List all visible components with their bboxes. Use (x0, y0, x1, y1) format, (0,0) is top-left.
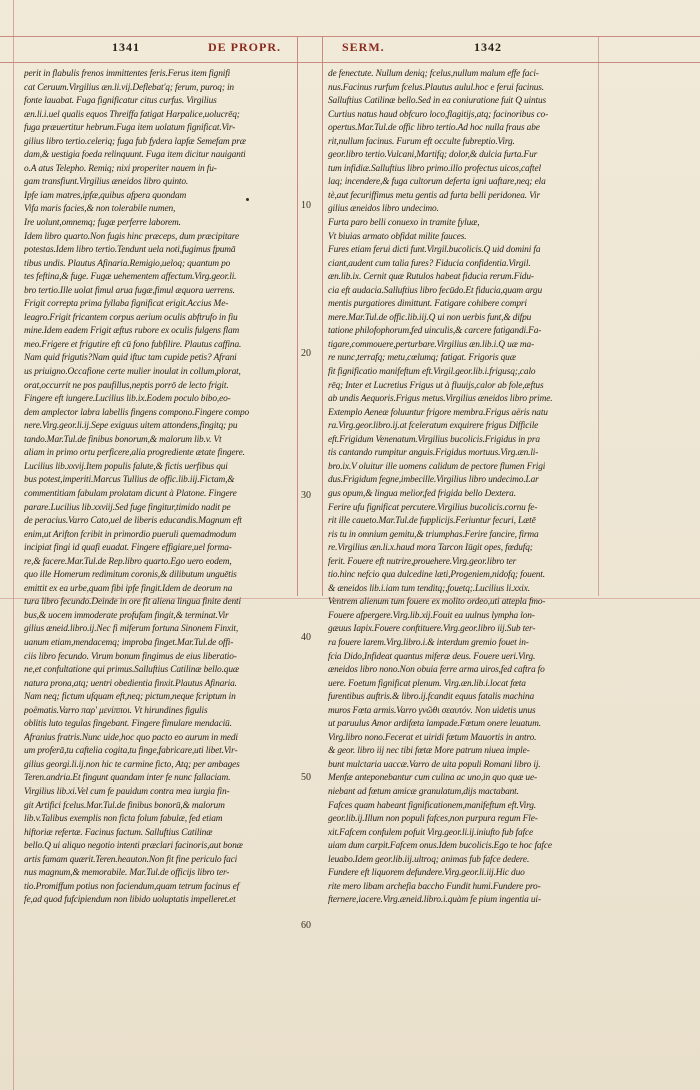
text-line: Teren.andria.Et fingunt quandam inter fe nunc fallaciam. (24, 773, 231, 784)
text-line: æneidos libro nono.Non obuia ferre arma uiros,fed caftra fo (328, 665, 545, 676)
text-line: re nunc,terrafq; metu,cœlumq; fatigat. Frigoris quæ (328, 353, 516, 364)
text-line: opertus.Mar.Tul.de offic libro tertio.Ad hoc nulla fraus abe (328, 123, 540, 134)
text-line: Fures etiam ferui dicti funt.Virgil.bucolicis.Q uid domini fa (328, 245, 541, 256)
text-line: eft.Frigidum Venenatum.Virgilius bucolicis.Frigidus in pra (328, 434, 540, 445)
text-line: re.Virgilius æn.li.x.haud mora Tarcon Iūgit opes, fœdufq; (328, 543, 533, 554)
line-number: 10 (301, 200, 311, 211)
text-line: & geor. libro iij nec tibi fœtæ More patrum niuea imple- (328, 746, 530, 757)
text-line: fonte lauabat. Fuga fignificatur citus curfus. Virgilius (24, 96, 217, 107)
text-line: us priuigno.Occafione certe mulier inoulat in collum,plorat, (24, 367, 241, 378)
text-line: tura libro fecundo.Deinde in ore fit aliena lingua finite denti (24, 597, 241, 608)
text-line: artis famam quærit.Teren.heauton.Non fit fine periculo faci (24, 854, 238, 865)
text-line: aliam in primo ortu perficere,alia progrediente ætate fingere. (24, 448, 245, 459)
text-line: bus potest,imperiti.Marcus Tullius de offic.lib.iij.Fictam,& (24, 475, 235, 486)
text-line: dem amplector labra labellis fingens compono.Fingere compo (24, 407, 250, 418)
text-line: rit,nullum facinus. Furum eft occulte fubreptio.Virg. (328, 136, 515, 147)
text-line: enim,ut Arifton fcribit in primordio pueruli quemadmodum (24, 529, 237, 540)
text-line: dus.Frigidum fegne,imbecille.Virgilius libro undecimo.Lar (328, 475, 539, 486)
line-number: 60 (301, 920, 311, 931)
text-line: Curtius natus haud obfcuro loco,flagitijs,atq; facinoribus co- (328, 109, 549, 120)
text-line: um proferā,tu caftelia cogita,tu finge,fabricare,uti libet.Vir- (24, 746, 238, 757)
text-line: commentitiam fabulam prolatam dicunt à Platone. Fingere (24, 488, 237, 499)
text-line: ut paruulus Amor ardifœta lampade.Fœtum onere leuatum. (328, 719, 541, 730)
text-line: gilius libro tertio.celeriq; fuga fub fydera lapfæ Semefam præ (24, 136, 246, 147)
text-line: rēq; Inter et Lucretius Frigus ut à fluuijs,calor ab fole,æftus (328, 380, 544, 391)
text-line: fternere,iacere.Virg.æneid.libro.i.quàm fe pium ingentia ui- (328, 895, 541, 906)
text-line: geor.lib.ij.Illum non populi fafces,non purpura regum Fle- (328, 814, 538, 825)
text-line: Virg.libro nono.Fecerat et uiridi fœtum Mauortis in antro. (328, 732, 537, 743)
text-line: gam transfiunt.Virgilius æneidos libro quinto. (24, 177, 189, 188)
text-line: gilius georgi.li.ij.non hic te carmine ficto, Atq; per ambages (24, 759, 240, 770)
text-line: cia eft audacia.Salluftius libro fecūdo.Et fiducia,quam argu (328, 285, 542, 296)
text-line: tibus undis. Plautus Afinaria.Remigio,ueloq; quantum po (24, 258, 231, 269)
line-number: 20 (301, 348, 311, 359)
text-line: nere.Virg.geor.li.ij.Sepe exiguus uitem attondens,fingitq; pu (24, 421, 238, 432)
text-line: tes feftina,& fuge. Fugæ uehementem affectum.Virg.geor.li. (24, 272, 237, 283)
text-line: Extemplo Aeneæ foluuntur frigore membra.Frigus aëris natu (328, 407, 548, 418)
right-text-column (328, 68, 596, 908)
left-margin-rule (13, 0, 14, 1090)
text-line: de fenectute. Nullum deniq; fcelus,nullum malum effe faci- (328, 69, 539, 79)
text-line: tis cantando rumpitur anguis.Frigidus mortuus.Virg.æn.li- (328, 448, 539, 459)
text-line: parare.Lucilius lib.xxviij.Sed fuge fingitur,timido nadit pe (24, 502, 231, 513)
text-line: Fundere eft liquorem defundere.Virg.geor.li.iij.Hic duo (328, 868, 525, 879)
text-line: lib.v.Talibus exemplis non ficta folum fabulæ, fed etiam (24, 814, 223, 825)
text-line: gilius æneidos libro undecimo. (328, 204, 439, 215)
gutter-right-rule (322, 36, 323, 596)
running-title: DE PROPR. (208, 40, 281, 54)
text-line: Vifa maris facies,& non tolerabile numen, (24, 204, 176, 215)
text-line: tatione philofophorum,fed uinculis,& carcere fatigandi.Fa- (328, 326, 542, 337)
text-line: gus opum,& lingua melior,fed frigida bello Dextera. (328, 488, 516, 499)
text-line: Idem libro quarto.Non fugis hinc præceps, dum præcipitare (24, 231, 239, 242)
text-line: uanum etiam,mendacemq; improba finget.Mar.Tul.de offi- (24, 637, 234, 648)
text-line: uere. Foetum fignificat plenum. Virg.æn.lib.i.locat fœta (328, 678, 526, 689)
left-text-column (24, 68, 294, 908)
text-line: uiam dum carpit.Fafcem onus.Idem bucolicis.Ego te hoc fafce (328, 841, 552, 852)
text-line: tigare,commouere,perturbare.Virgilius æn.lib.i.Q uæ ma- (328, 339, 535, 350)
text-line: Fafces quam habeant fignificationem,manifeftum eft.Virg. (328, 800, 536, 811)
text-line: Ventrem alienum tum fouere ex molito ordeo,uti attepla fmo- (328, 597, 546, 608)
text-line: fuga præuertitur hebrum.Fuga item uolatum fignificat.Vir- (24, 123, 236, 134)
text-line: quo ille Homerum redimitum coronis,& dilibutum unguētis (24, 570, 237, 581)
text-line: fit fignificatio manifeftum eft.Virgil.geor.lib.i.frigusq;,calo (328, 367, 536, 378)
text-line: natura prona,atq; uentri obedientia finxit.Plautus Afinaria. (24, 678, 237, 689)
text-line: rite mero libam archefia baccho Fundit humi.Fundere pro- (328, 881, 541, 892)
text-line: Salluftius Catilinæ bello.Sed in ea coniuratione fuit Q uintus (328, 96, 547, 107)
text-line: emittit ex ea urbe,quam fibi ipfe fingit.Idem de deorum na (24, 583, 233, 594)
text-line: tando.Mar.Tul.de finibus bonorum,& malorum lib.v. Vt (24, 434, 222, 445)
text-line: poëmatis.Varro παρ' μενίπποι. Vt hirundines figulis (24, 705, 208, 716)
text-line: fcia Dido,Infideat quantus miferæ deus. Fouere ueri.Virg. (328, 651, 536, 662)
header-bottom-rule (0, 62, 700, 63)
text-line: ra fouere larem.Virg.libro.i.& interdum gremio fouet in- (328, 637, 529, 648)
text-line: Nam quid frigutis?Nam quid iftuc tam cupide petis? Afrani (24, 353, 237, 364)
text-line: bro tertio.Ille uolat fimul arua fugæ,fimul æquora uerrens. (24, 285, 235, 296)
running-section: SERM. (342, 40, 385, 54)
text-line: gilius æneid.libro.ij.Nec fi miferum fortuna Sinonem Finxit, (24, 624, 239, 635)
text-line: leagro.Frigit fricantem corpus aerium oculis abftrufo in fiu (24, 312, 238, 323)
text-line: laq; incendere,& fuga cultorum deferta igni uaftare,neq; ela (328, 177, 546, 188)
text-line: tum infidiæ.Salluftius libro primo.illo profectus uicos,caftel (328, 163, 541, 174)
text-line: ferit. Fouere eft nutrire,prouehere.Virg.geor.libro ter (328, 556, 517, 567)
text-line: Furta paro belli conuexo in tramite fyluæ, (328, 218, 480, 229)
line-number: 30 (301, 490, 311, 501)
text-line: ab undis Aequoris.Frigus metus.Virgilius æneidos libro prime. (328, 394, 553, 405)
text-line: æn.li.i.uel qualis equos Threiffa fatigat Harpalice,uolucrēq; (24, 109, 240, 120)
text-line: bus,& uocem immoderate profufam fingit,& terminat.Vir (24, 610, 229, 621)
text-line: tio.Promiffum potius non faciendum,quam tetrum facinus ef (24, 881, 240, 892)
line-number: 50 (301, 772, 311, 783)
text-line: & æneidos lib.i.iam tum tenditq;,fouetq;.Lucilius li.xxix. (328, 583, 530, 594)
text-line: rit ille caueto.Mar.Tul.de fupplicijs.Feriuntur fecuri, Lætē (328, 516, 536, 527)
text-line: mine.Idem eadem Frigit æftus rubore ex oculis fulgens flam (24, 326, 240, 337)
text-line: Afranius fratris.Nunc uide,hoc quo pacto eo aurum in medi (24, 732, 238, 743)
text-line: dam,& uestigia foeda relinquunt. Fuga item dicitur nauiganti (24, 150, 246, 161)
text-line: Fouere afpergere.Virg.lib.xij.Fouit ea uulnus lympha lon- (328, 610, 535, 621)
right-page-number: 1342 (474, 40, 502, 54)
text-line: ris tu in omnium gemitu,& triumphas.Ferire fancire, firma (328, 529, 539, 540)
text-line: oblitis luto tegulas fingebant. Fingere fimulare mendaciū. (24, 719, 232, 730)
text-line: Menfæ anteponebantur cum culina ac uno,in quo quæ ue- (328, 773, 537, 784)
margin-dot-marker (246, 198, 249, 201)
text-line: æn.lib.ix. Cernit quæ Rutulos habeat fiducia rerum.Fidu- (328, 272, 534, 283)
text-line: orat,occurrit ne pos paufillus,neptis porrō de lecto frigit. (24, 380, 229, 391)
text-line: Ferire ufu fignificat percutere.Virgilius bucolicis.cornu fe- (328, 502, 538, 513)
header-top-rule (0, 36, 700, 37)
text-line: tio.hinc nefcio qua dulcedine læti,Progeniem,nidofq; fouent. (328, 570, 545, 581)
text-line: potestas.Idem libro tertio.Tendunt uela noti,fugimus fpumā (24, 245, 236, 256)
text-line: git Artifici fcelus.Mar.Tul.de finibus bonorū,& malorum (24, 800, 225, 811)
text-line: furentibus auftris.& libro.ij.fcandit equus fatalis machina (328, 692, 535, 703)
text-line: tè,aut fecuriffimus metu gentis ad furta belli peridonea. Vir (328, 190, 541, 201)
text-line: perit in flabulis frenos immittentes feris.Ferus item fignifi (24, 69, 231, 79)
text-line: re,& facere.Mar.Tul.de Rep.libro quarto.Ego uero eodem, (24, 556, 232, 567)
text-line: cat Ceruum.Virgilius æn.li.vij.Deflebat'q; ferum, puroq; in (24, 82, 234, 93)
left-page-number: 1341 (112, 40, 140, 54)
text-line: bunt mulctaria uaccæ.Varro de uita populi Romani libro ij. (328, 759, 541, 770)
text-line: Fingere eft iungere.Lucilius lib.ix.Eodem poculo bibo,eo- (24, 394, 231, 405)
text-line: mere.Mar.Tul.de offic.lib.iij.Q ui non uerbis funt,& difpu (328, 312, 532, 323)
line-number: 40 (301, 632, 311, 643)
right-margin-rule (598, 36, 599, 596)
text-line: Ire uolunt,omnemq; fugæ perferre laborem. (24, 218, 181, 229)
text-line: bro.ix.V oluitur ille uomens calidum de pectore flumen Frigi (328, 461, 546, 472)
text-line: niebant ad fœtum amicæ granulatum,dijs mactabant. (328, 786, 519, 797)
text-line: Frigit correpta prima fyllaba fignificat erigit.Accius Me- (24, 299, 229, 310)
text-line: Vt biuias armato obfidat milite fauces. (328, 231, 467, 242)
text-line: meo.Frigere et frigutire eft cū fono fubfilire. Plautus caffina. (24, 339, 242, 350)
text-line: Virgilius lib.xi.Vel cum fe pauidum contra mea iurgia fin- (24, 786, 230, 797)
text-line: nus magnum,& memorabile. Mar.Tul.de officijs libro ter- (24, 868, 230, 879)
text-line: ne,et confultatione qui primus.Salluftius Catilinæ bello.quæ (24, 665, 239, 676)
text-line: leuabo.Idem geor.lib.iij.ultroq; animas fub fafce dedere. (328, 854, 530, 865)
text-line: gæuus Iapix.Fouere conftituere.Virg.geor.libro iij.Sub ter- (328, 624, 536, 635)
text-line: o.A atus Telepho. Remiq; nixi properiter nauem in fu- (24, 163, 217, 174)
text-line: de peracius.Varro Cato,uel de liberis educandis.Magnum eft (24, 516, 242, 527)
text-line: ciant,audent cum talia fures? Fiducia confidentia.Virgil. (328, 258, 531, 269)
text-line: Ipfe iam matres,ipfæ,quibus afpera quondam (24, 190, 187, 201)
text-line: fe,ad quod fufcipiendum non libido uoluptatis impelleret.et (24, 895, 236, 906)
text-line: Nam neq; fictum ufquam eft,neq; pictum,neque fcriptum in (24, 692, 236, 703)
text-line: ciis libro fecundo. Virum bonum fingimus de eius liberatio- (24, 651, 237, 662)
text-line: mentis purgatiores dimittunt. Fatigare cohibere compri (328, 299, 527, 310)
text-line: Lucilius lib.xxvij.Item populis falute,& fictis uerfibus qui (24, 461, 228, 472)
text-line: nus.Facinus rurfum fcelus.Plautus aulul.hoc e ferui facinus. (328, 82, 544, 93)
gutter-left-rule (297, 36, 298, 596)
text-line: incipiat fingi id quafi euadat. Fingere effigiare,uel forma- (24, 543, 232, 554)
text-line: ra.Virg.geor.libro.ij.at fceleratum exquirere frigus Difficile (328, 421, 539, 432)
text-line: bello.Q ui aliquo negotio intenti præclari facinoris,aut bonæ (24, 841, 243, 852)
text-line: muros Fœta armis.Varro γνῶθι σεαυτόν. Non uidetis unus (328, 705, 536, 716)
text-line: geor.libro tertio.Vulcani,Martifq; dolor,& dulcia furta.Fur (328, 150, 538, 161)
text-line: xit.Fafcem confulem pofuit Virg.geor.li.ij.iniufto fub fafce (328, 827, 534, 838)
text-line: hiftoriæ refertæ. Facinus factum. Salluftius Catilinæ (24, 827, 213, 838)
